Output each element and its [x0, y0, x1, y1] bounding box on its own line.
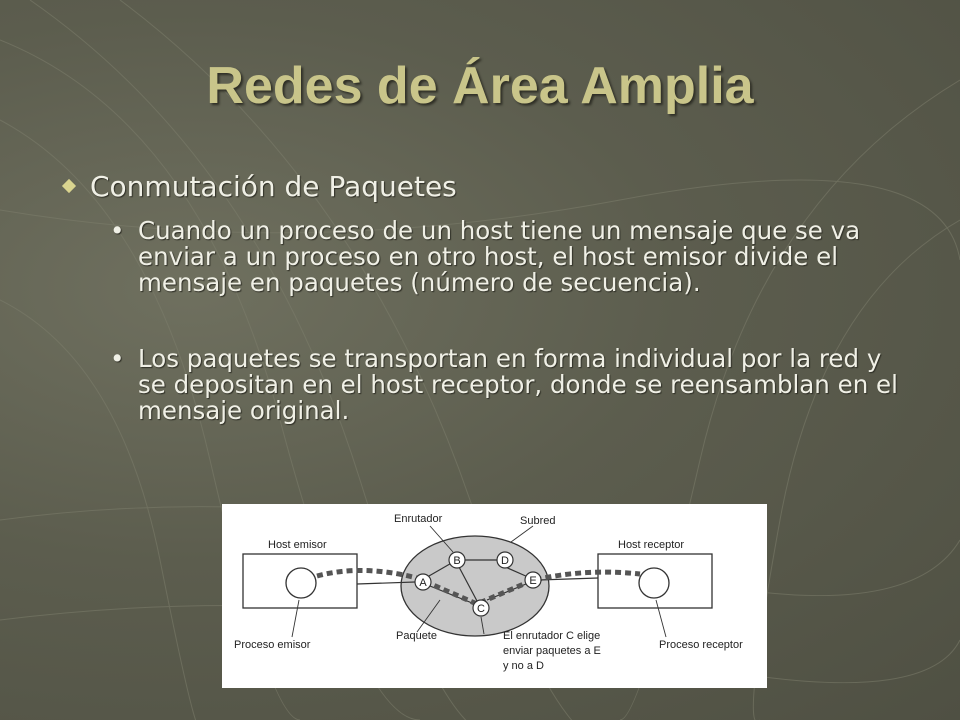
bullet-text-1: Cuando un proceso de un host tiene un mensaje que se va enviar a un proceso en otro host, el host emisor divide el mensaje en paquetes (número de secuencia).	[138, 216, 861, 297]
bullet-text-2: Los paquetes se transportan en forma individual por la red y se depositan en el host receptor, donde se reensamblan en el mensaje original.	[138, 344, 898, 425]
bullet-item-1	[112, 218, 912, 296]
bullet-dot-icon: •	[110, 344, 125, 373]
host-receptor-label: Host receptor	[618, 539, 685, 551]
proceso-receptor-label: Proceso receptor	[659, 639, 743, 651]
enrutador-label: Enrutador	[394, 513, 443, 525]
slide-title: Redes de Área Amplia	[206, 57, 754, 115]
router-e-label: E	[529, 575, 537, 587]
router-a-label: A	[419, 577, 427, 589]
note-line-2: enviar paquetes a E	[503, 645, 601, 657]
heading-bullet	[62, 170, 922, 204]
router-d-label: D	[501, 555, 509, 567]
note-line-3: y no a D	[503, 660, 544, 672]
proceso-emisor-circle	[286, 568, 316, 598]
packet-switching-diagram	[222, 504, 767, 688]
router-b-label: B	[453, 555, 461, 567]
bullet-item-2	[112, 346, 912, 424]
subred-label: Subred	[520, 515, 556, 527]
paquete-label: Paquete	[396, 630, 437, 642]
router-c-label: C	[477, 603, 485, 615]
diamond-bullet-icon	[62, 179, 76, 193]
heading-text: Conmutación de Paquetes	[90, 170, 457, 203]
host-emisor-label: Host emisor	[268, 539, 327, 551]
bullet-dot-icon: •	[110, 216, 125, 245]
note-line-1: El enrutador C elige	[503, 630, 601, 642]
proceso-emisor-label: Proceso emisor	[234, 639, 311, 651]
network-diagram-svg	[222, 504, 767, 688]
proceso-receptor-circle	[639, 568, 669, 598]
